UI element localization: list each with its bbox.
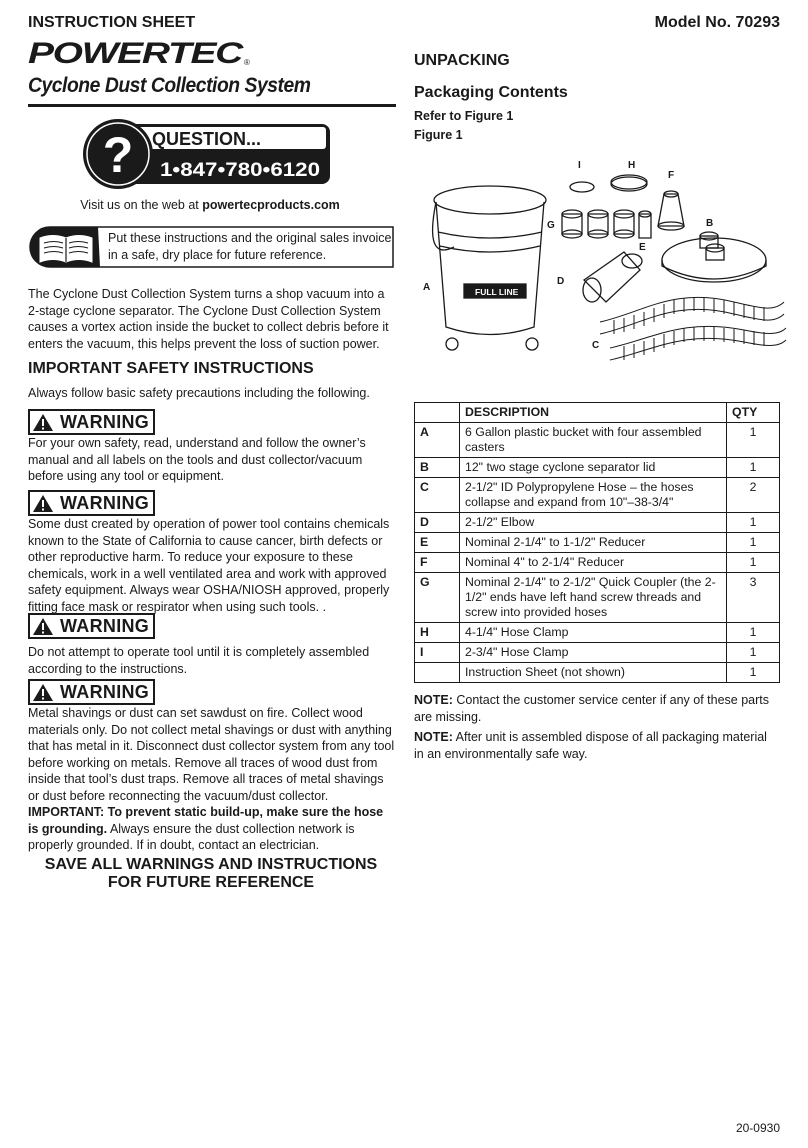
table-row	[415, 553, 780, 573]
elbow-drawing	[584, 252, 640, 302]
cyclone-lid-drawing	[662, 232, 766, 282]
figure-label-c: C	[592, 340, 600, 351]
warning-text-2: Some dust created by operation of power tool contains chemicals known to the State of California to cause cancer, birth defects or other reproductive harm. To reduce your exposure to these chemicals, work in a well ventilated area and work with approved safety equipment. Always wear OSHA/NIOSH approved, properly fitting face mask or respirator when using such tools. .	[28, 517, 390, 614]
figure-label-d: D	[557, 276, 565, 287]
part-description: Instruction Sheet (not shown)	[460, 663, 727, 683]
warning-badge-4	[28, 679, 155, 707]
part-description: 2-1/2" ID Polypropylene Hose – the hoses collapse and expand from 10"–38-3/4"	[460, 478, 727, 513]
table-row	[415, 513, 780, 533]
warning-badge-1	[28, 409, 155, 437]
bucket-label-text: FULL LINE	[475, 287, 519, 297]
save-line-2: FOR FUTURE REFERENCE	[107, 874, 315, 891]
powertec-logo-icon	[28, 38, 254, 68]
note-label: NOTE:	[414, 693, 453, 707]
part-letter: D	[415, 513, 460, 533]
table-row	[415, 573, 780, 623]
part-qty: 1	[727, 663, 780, 683]
table-row	[415, 623, 780, 643]
table-row	[415, 478, 780, 513]
quick-couplers-drawing	[562, 210, 634, 238]
unpacking-heading: UNPACKING	[414, 52, 510, 69]
keep-note-text: Put these instructions and the original sales invoice in a safe, dry place for future reference.	[108, 231, 392, 262]
parts-drawing	[414, 152, 794, 362]
figure-label-g: G	[547, 220, 555, 231]
part-letter: B	[415, 458, 460, 478]
part-letter: G	[415, 573, 460, 623]
figure-label-i: I	[578, 160, 581, 171]
brand-logo	[28, 38, 254, 73]
intro-paragraph: The Cyclone Dust Collection System turns a shop vacuum into a 2-stage cyclone separator. The Cyclone Dust Collection System causes a vortex action inside the bucket to collect debris before it enters the vacuum, this helps prevent the loss of suction power.	[28, 287, 389, 351]
grounding-note	[28, 804, 396, 854]
part-description: 2-3/4" Hose Clamp	[460, 643, 727, 663]
note-dispose-packaging	[414, 729, 780, 762]
model-number: Model No. 70293	[654, 14, 780, 31]
warning-label: WARNING	[60, 681, 150, 702]
question-label: QUESTION...	[152, 129, 262, 149]
small-clamp-drawing	[570, 182, 594, 192]
part-description: Nominal 2-1/4" to 1-1/2" Reducer	[460, 533, 727, 553]
website-url: powertecproducts.com	[202, 198, 340, 212]
save-instructions-banner	[28, 856, 394, 892]
part-letter: H	[415, 623, 460, 643]
column-header-qty: QTY	[727, 403, 780, 423]
part-letter: C	[415, 478, 460, 513]
warning-triangle-icon	[32, 413, 54, 432]
grounding-note-bold: IMPORTANT: To prevent static build-up, make sure the hose is grounding.	[28, 805, 384, 836]
open-book-icon	[36, 230, 96, 266]
hoses-drawing	[600, 297, 786, 360]
logo-wordmark: POWERTEC	[28, 38, 246, 68]
warning-badge-2	[28, 490, 155, 518]
bucket-drawing	[433, 186, 546, 350]
table-row	[415, 423, 780, 458]
figure-label-e: E	[639, 242, 646, 253]
support-phone: 1•847•780•6120	[160, 160, 320, 181]
figure-caption: Figure 1	[414, 128, 463, 142]
question-badge-graphic	[82, 118, 332, 190]
part-qty: 1	[727, 643, 780, 663]
part-letter: E	[415, 533, 460, 553]
logo-registered: ®	[244, 58, 250, 67]
part-letter	[415, 663, 460, 683]
note-missing-parts	[414, 692, 780, 725]
note-label: NOTE:	[414, 730, 453, 744]
warning-text-1: For your own safety, read, understand and follow the owner’s manual and all labels on the tools and dust collector/vacuum before using any tool or equipment.	[28, 436, 366, 483]
figure-label-a: A	[423, 282, 431, 293]
warning-triangle-icon	[32, 683, 54, 702]
note-text: After unit is assembled dispose of all packaging material in an environmentally safe way.	[414, 730, 767, 761]
part-letter: I	[415, 643, 460, 663]
table-row	[415, 663, 780, 683]
warning-label: WARNING	[60, 492, 150, 513]
part-description: Nominal 4" to 2-1/4" Reducer	[460, 553, 727, 573]
figure-label-b: B	[706, 218, 714, 229]
part-letter: F	[415, 553, 460, 573]
keep-instructions-note	[28, 226, 394, 268]
title-rule	[28, 104, 396, 107]
warning-text-4: Metal shavings or dust can set sawdust on fire. Collect wood materials only. Do not collect metal shavings or dust with anything that has metal in it. Disconnect dust collector system from any tool before working on metals. Remove all traces of wood dust from inside that tool’s dust traps. Remove all traces of metal shavings or dust before reconnecting the vacuum/dust collector.	[28, 706, 395, 803]
product-name: Cyclone Dust Collection System	[28, 74, 311, 97]
part-qty: 1	[727, 423, 780, 458]
part-qty: 1	[727, 533, 780, 553]
part-letter: A	[415, 423, 460, 458]
part-description: 12" two stage cyclone separator lid	[460, 458, 727, 478]
table-row	[415, 533, 780, 553]
warning-triangle-icon	[32, 494, 54, 513]
part-qty: 1	[727, 513, 780, 533]
parts-table	[414, 402, 780, 683]
column-header-description: DESCRIPTION	[460, 403, 727, 423]
part-qty: 1	[727, 458, 780, 478]
column-header-letter	[415, 403, 460, 423]
part-description: 2-1/2" Elbow	[460, 513, 727, 533]
grounding-note-rest: Always ensure the dust collection network is properly grounded. If in doubt, contact an electrician.	[28, 821, 355, 852]
part-qty: 2	[727, 478, 780, 513]
part-qty: 1	[727, 623, 780, 643]
website-prefix: Visit us on the web at	[80, 198, 203, 212]
figure-1-parts-illustration	[414, 152, 794, 362]
part-description: 6 Gallon plastic bucket with four assembled casters	[460, 423, 727, 458]
figure-label-f: F	[668, 170, 675, 181]
safety-lead: Always follow basic safety precautions including the following.	[28, 386, 370, 400]
warning-triangle-icon	[32, 617, 54, 636]
website-line	[0, 198, 420, 212]
packaging-contents-heading: Packaging Contents	[414, 84, 568, 101]
document-code: 20-0930	[735, 1121, 780, 1135]
warning-text-3: Do not attempt to operate tool until it is completely assembled according to the instructions.	[28, 645, 370, 676]
support-phone-badge	[82, 118, 332, 190]
figure-label-h: H	[628, 160, 636, 171]
table-row	[415, 458, 780, 478]
part-qty: 1	[727, 553, 780, 573]
refer-figure: Refer to Figure 1	[414, 109, 514, 123]
warning-label: WARNING	[60, 411, 150, 432]
safety-heading: IMPORTANT SAFETY INSTRUCTIONS	[28, 360, 314, 377]
part-description: 4-1/4" Hose Clamp	[460, 623, 727, 643]
large-reducer-drawing	[658, 194, 684, 226]
note-text: Contact the customer service center if any of these parts are missing.	[414, 693, 770, 724]
question-mark-icon: ?	[102, 127, 134, 183]
save-line-1: SAVE ALL WARNINGS AND INSTRUCTIONS	[44, 856, 378, 873]
warning-badge-3	[28, 613, 155, 641]
table-header-row	[415, 403, 780, 423]
part-qty: 3	[727, 573, 780, 623]
document-type: INSTRUCTION SHEET	[28, 14, 196, 31]
table-row	[415, 643, 780, 663]
warning-label: WARNING	[60, 615, 150, 636]
part-description: Nominal 2-1/4" to 2-1/2" Quick Coupler (the 2-1/2" ends have left hand screw threads and screw into provided hoses	[460, 573, 727, 623]
